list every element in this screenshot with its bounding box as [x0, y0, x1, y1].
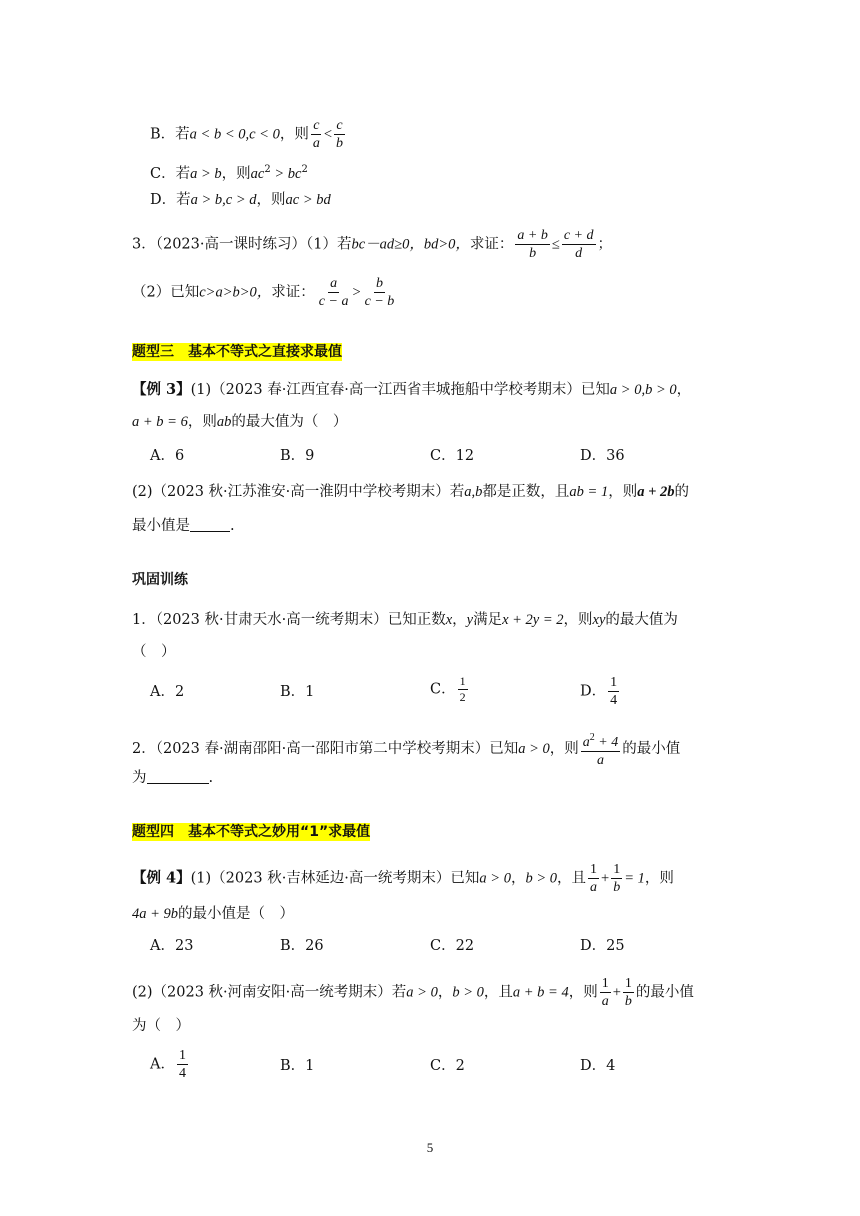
fraction	[515, 228, 549, 261]
denominator: d	[575, 246, 583, 261]
math-term: x	[445, 612, 453, 628]
example-3-part-2	[132, 482, 689, 502]
option-label: D．若	[150, 192, 191, 208]
math-condition: a > 0	[479, 870, 511, 887]
math-condition: x + 2y = 2	[502, 612, 564, 628]
relation: >	[352, 284, 361, 301]
denominator: c − b	[364, 294, 395, 309]
option-label: D．	[580, 683, 607, 700]
option-label: A．	[150, 1056, 175, 1073]
question-text: (1)（2023 春·江西宜春·高一江西省丰城拖船中学校考期末）已知	[190, 382, 610, 398]
choice-c: C．2	[430, 1058, 465, 1074]
choice-d: D．36	[580, 448, 625, 464]
section-3-title: 题型三 基本不等式之直接求最值	[132, 344, 342, 360]
math-term: ab	[216, 414, 232, 430]
connector: ，则	[549, 741, 579, 757]
fraction	[588, 862, 599, 895]
practice-question-2-line-2	[132, 768, 213, 788]
fraction	[608, 675, 619, 708]
choice-c	[430, 675, 470, 704]
math-expression: a + 2b	[637, 484, 675, 500]
math-expression: 4a + 9b	[132, 906, 179, 922]
connector: ，则	[608, 484, 638, 500]
denominator: 2	[459, 690, 466, 704]
math-condition: a > 0,b > 0	[609, 382, 677, 398]
example-label: 【例 4】	[132, 869, 191, 887]
question-text: 1．（2023 秋·甘肃天水·高一统考期末）已知正数	[132, 612, 446, 628]
connector: ，且	[483, 984, 513, 1001]
question-text: 最小值是	[132, 518, 190, 534]
math-term: = 1	[624, 870, 645, 887]
choice-b: B．9	[280, 448, 315, 464]
question-text: 2．（2023 春·湖南邵阳·高一邵阳市第二中学校考期末）已知	[132, 741, 519, 757]
denominator: b	[624, 994, 632, 1009]
math-condition: a > b,c > d	[190, 192, 257, 208]
numerator: 1	[178, 1048, 186, 1063]
fraction	[363, 276, 397, 309]
exponent: 2	[264, 164, 271, 175]
fraction	[562, 228, 596, 261]
practice-question-1	[132, 610, 678, 630]
math-condition: a > 0	[518, 741, 550, 757]
question-text: 都是正数，且	[482, 484, 570, 500]
practice-question-1-paren: （ ）	[132, 644, 176, 660]
fraction	[334, 118, 345, 151]
choice-c: C．12	[430, 448, 475, 464]
section-heading	[132, 342, 342, 362]
punctuation: .	[230, 518, 235, 534]
punctuation: ，	[452, 612, 467, 628]
exponent: 2	[301, 164, 308, 175]
choice-b: B．1	[280, 684, 315, 700]
connector: ，则	[187, 414, 217, 430]
choice-b: B．1	[280, 1058, 315, 1074]
choice-c: C．22	[430, 938, 475, 954]
option-label: C．	[430, 681, 456, 698]
math-condition: b > 0	[525, 870, 558, 887]
prove-label: 求证：	[271, 284, 315, 301]
question-text: (1)（2023 秋·吉林延边·高一统考期末）已知	[190, 870, 480, 887]
practice-question-2	[132, 730, 680, 768]
choice-a: A．2	[150, 684, 185, 700]
math-condition: c>a>b>0，	[199, 284, 272, 301]
question-text: 满足	[473, 612, 503, 628]
math-condition: a > 0	[406, 984, 438, 1001]
fraction	[600, 976, 611, 1009]
connector: ，则	[279, 126, 309, 143]
question-text: (2)（2023 秋·河南安阳·高一统考期末）若	[132, 984, 407, 1001]
choice-b: B．26	[280, 938, 324, 954]
question-text: (2)（2023 秋·江苏淮安·高一淮阴中学校考期末）若	[132, 484, 465, 500]
fraction	[317, 276, 351, 309]
choice-d: D．4	[580, 1058, 616, 1074]
page-number: 5	[426, 1140, 434, 1155]
numerator: c + d	[563, 228, 594, 243]
question-text: 3．（2023·高一课时练习）（1）若	[132, 236, 352, 253]
question-3-part-1	[132, 228, 612, 261]
option-b	[150, 118, 347, 151]
option-label: B．若	[150, 126, 190, 143]
section-4-title: 题型四 基本不等式之妙用“1”求最值	[132, 824, 371, 840]
numerator: 1	[590, 862, 598, 877]
numerator: 1	[610, 675, 618, 690]
denominator: 4	[178, 1066, 186, 1081]
math-condition: a + b = 4	[512, 984, 569, 1001]
connector: ，则	[644, 870, 674, 887]
connector: ，则	[221, 166, 251, 182]
choice-a	[150, 1048, 190, 1081]
numerator: b	[375, 276, 383, 291]
practice-heading	[132, 570, 188, 590]
question-text: 的最大值为（ ）	[231, 414, 348, 430]
answer-blank	[190, 517, 230, 532]
option-c	[150, 160, 308, 184]
punctuation: ，	[676, 382, 692, 398]
math-condition: a < b < 0,c < 0	[189, 126, 280, 143]
numerator: + 4	[594, 735, 619, 750]
example-4-part-2	[132, 976, 694, 1009]
punctuation: ；	[597, 236, 612, 253]
math-term: y	[466, 612, 474, 628]
numerator: c	[313, 118, 320, 133]
example-label: 【例 3】	[132, 381, 191, 398]
numerator: 1	[601, 976, 609, 991]
punctuation: ，	[437, 984, 453, 1001]
example-3-part-1	[132, 380, 691, 400]
choice-a: A．23	[150, 938, 194, 954]
numerator: a + b	[517, 228, 548, 243]
answer-blank	[147, 769, 209, 784]
fraction	[177, 1048, 188, 1081]
connector: ，则	[568, 984, 598, 1001]
numerator: 1	[624, 976, 632, 991]
math-condition: ab = 1	[569, 484, 609, 500]
connector: ，则	[256, 192, 286, 208]
fraction	[611, 862, 622, 895]
choice-d: D．25	[580, 938, 625, 954]
math-term: xy	[592, 612, 606, 628]
relation: <	[323, 126, 333, 143]
question-text: 的	[674, 484, 689, 500]
question-text: 的最小值	[622, 741, 681, 757]
math-result: ac > bd	[285, 192, 331, 208]
prove-label: 求证：	[469, 236, 514, 253]
connector: ，则	[563, 612, 593, 628]
math-condition: bc－ad≥0，bd>0，	[351, 236, 470, 253]
numerator: a	[582, 735, 590, 750]
denominator: a	[596, 753, 604, 768]
option-label: C．若	[150, 166, 191, 182]
denominator: a	[590, 880, 598, 895]
numerator: a	[330, 276, 338, 291]
punctuation: .	[208, 770, 214, 786]
numerator: 1	[613, 862, 621, 877]
numerator: 1	[459, 674, 466, 688]
math-condition: a + b = 6	[132, 414, 188, 430]
fraction	[581, 730, 620, 768]
denominator: b	[613, 880, 621, 895]
denominator: 4	[610, 693, 618, 708]
operator: +	[601, 870, 610, 887]
math-term: ac	[250, 166, 265, 182]
section-heading	[132, 822, 370, 842]
choice-a: A．6	[150, 448, 185, 464]
fraction	[458, 675, 468, 704]
fraction	[311, 118, 322, 151]
example-4-part-1	[132, 862, 674, 895]
denominator: a	[312, 136, 320, 151]
example-3-part-2-line-2	[132, 516, 235, 536]
denominator: b	[336, 136, 344, 151]
exponent: 2	[589, 732, 595, 743]
question-text: 的最大值为	[605, 612, 678, 628]
example-4-part-1-line-2	[132, 904, 294, 924]
operator: +	[612, 984, 621, 1001]
question-3-part-2	[132, 276, 398, 309]
punctuation: ，	[510, 870, 526, 887]
denominator: b	[529, 246, 537, 261]
option-d	[150, 190, 331, 210]
example-4-part-2-line-2: 为（ ）	[132, 1018, 190, 1034]
numerator: c	[336, 118, 343, 133]
practice-title: 巩固训练	[132, 572, 188, 588]
question-text: 的最小值是（ ）	[178, 906, 295, 922]
relation: ≤	[551, 236, 560, 253]
question-text: （2）已知	[132, 284, 200, 301]
math-condition: b > 0	[452, 984, 484, 1001]
choice-d	[580, 675, 621, 708]
example-3-part-1-line-2	[132, 412, 347, 432]
connector: ，且	[557, 870, 587, 887]
math-term: > bc	[270, 166, 302, 182]
question-text: 的最小值	[635, 984, 694, 1001]
fraction	[623, 976, 634, 1009]
denominator: a	[601, 994, 609, 1009]
denominator: c − a	[318, 294, 349, 309]
math-term: a,b	[464, 484, 483, 500]
question-text: 为	[132, 770, 147, 786]
math-condition: a > b	[190, 166, 222, 182]
